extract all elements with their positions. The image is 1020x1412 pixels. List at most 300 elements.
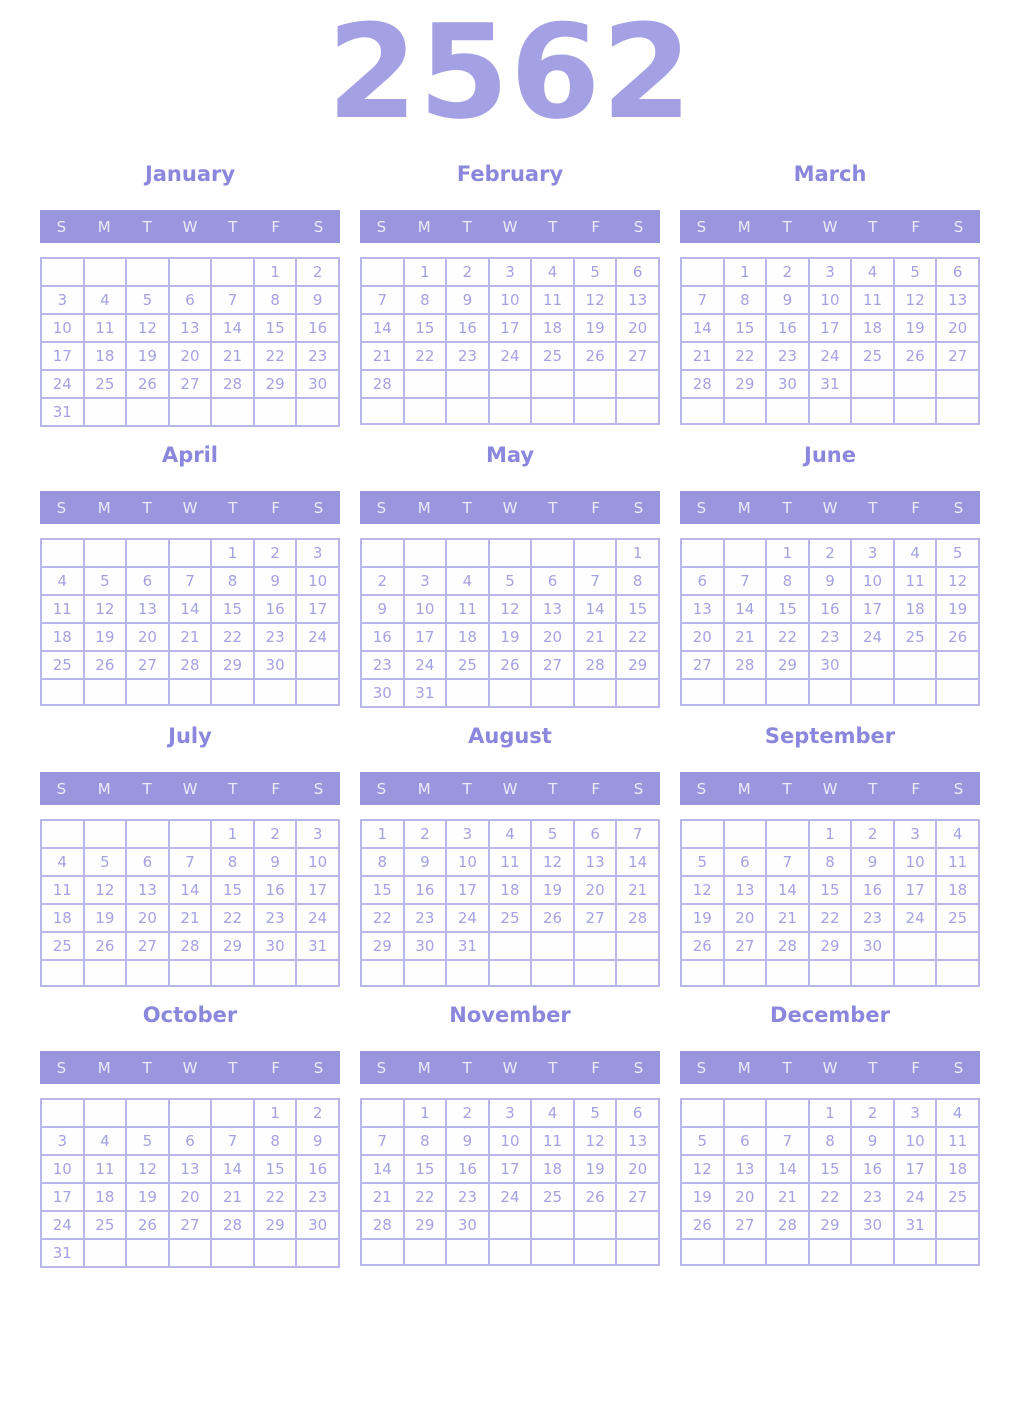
- day-cell: [211, 258, 254, 286]
- week-row: [361, 623, 659, 651]
- day-cell: 30: [809, 651, 852, 679]
- week-row: [361, 258, 659, 286]
- day-cell: 2: [446, 1099, 489, 1127]
- week-row: [681, 932, 979, 960]
- day-cell: [404, 539, 447, 567]
- day-cell: [126, 539, 169, 567]
- day-cell: [851, 1239, 894, 1265]
- month-title: May: [485, 443, 535, 467]
- day-cell: 27: [616, 342, 659, 370]
- day-cell: 8: [809, 1127, 852, 1155]
- day-cell: 23: [404, 904, 447, 932]
- day-cell: 10: [41, 1155, 84, 1183]
- day-cell: [936, 679, 979, 705]
- day-cell: 5: [531, 820, 574, 848]
- weekday-label: F: [911, 498, 921, 517]
- day-cell: 22: [724, 342, 767, 370]
- day-cell: 19: [681, 904, 724, 932]
- day-cell: 2: [361, 567, 404, 595]
- weekday-label: S: [696, 1058, 707, 1077]
- day-cell: 9: [254, 848, 297, 876]
- day-cell: 15: [211, 876, 254, 904]
- day-cell: 23: [446, 1183, 489, 1211]
- day-cell: 2: [296, 1099, 339, 1127]
- month-table: [360, 257, 660, 425]
- day-cell: 12: [574, 286, 617, 314]
- weekday-label: W: [822, 217, 838, 236]
- day-cell: [446, 679, 489, 707]
- week-row: [41, 314, 339, 342]
- day-cell: 15: [724, 314, 767, 342]
- day-cell: 10: [894, 1127, 937, 1155]
- day-cell: 13: [169, 1155, 212, 1183]
- month-table: [680, 538, 980, 706]
- day-cell: [531, 679, 574, 707]
- day-cell: 11: [446, 595, 489, 623]
- day-cell: 29: [211, 932, 254, 960]
- day-cell: 19: [84, 904, 127, 932]
- week-row: [681, 651, 979, 679]
- day-cell: 13: [126, 876, 169, 904]
- day-cell: 7: [724, 567, 767, 595]
- week-row: [41, 342, 339, 370]
- day-cell: 12: [894, 286, 937, 314]
- day-cell: [936, 651, 979, 679]
- weekday-label: M: [737, 779, 751, 798]
- weekday-label: W: [502, 498, 518, 517]
- weekday-label: T: [868, 1058, 878, 1077]
- day-cell: 11: [531, 1127, 574, 1155]
- month-title: September: [764, 724, 896, 748]
- day-cell: [361, 1099, 404, 1127]
- day-cell: 5: [84, 848, 127, 876]
- day-cell: [126, 679, 169, 705]
- day-cell: 24: [41, 370, 84, 398]
- month-block: [360, 726, 660, 987]
- day-cell: 27: [169, 1211, 212, 1239]
- day-cell: 3: [489, 1099, 532, 1127]
- day-cell: [296, 651, 339, 679]
- day-cell: 25: [41, 932, 84, 960]
- day-cell: 2: [296, 258, 339, 286]
- day-cell: [169, 820, 212, 848]
- day-cell: [361, 1239, 404, 1265]
- day-cell: 19: [936, 595, 979, 623]
- weekday-label: T: [868, 217, 878, 236]
- day-cell: 19: [126, 1183, 169, 1211]
- day-cell: [681, 960, 724, 986]
- day-cell: 12: [126, 1155, 169, 1183]
- day-cell: 20: [616, 314, 659, 342]
- day-cell: [531, 1239, 574, 1265]
- day-cell: 8: [361, 848, 404, 876]
- day-cell: 16: [296, 314, 339, 342]
- day-cell: 30: [851, 932, 894, 960]
- day-cell: 14: [211, 314, 254, 342]
- day-cell: [41, 539, 84, 567]
- weekday-label: M: [737, 498, 751, 517]
- day-cell: 22: [809, 1183, 852, 1211]
- day-cell: 8: [254, 286, 297, 314]
- day-cell: 23: [851, 1183, 894, 1211]
- day-cell: 10: [41, 314, 84, 342]
- day-cell: 7: [211, 1127, 254, 1155]
- day-cell: 15: [211, 595, 254, 623]
- weekday-label: M: [417, 779, 431, 798]
- day-cell: [681, 398, 724, 424]
- day-cell: 10: [296, 567, 339, 595]
- day-cell: 29: [254, 370, 297, 398]
- weekday-label: T: [548, 779, 558, 798]
- weekday-label: F: [271, 217, 281, 236]
- weekday-label: S: [56, 779, 67, 798]
- day-cell: 7: [169, 848, 212, 876]
- day-cell: 4: [894, 539, 937, 567]
- day-cell: 8: [211, 848, 254, 876]
- week-row: [681, 960, 979, 986]
- day-cell: 22: [254, 1183, 297, 1211]
- month-block: [40, 164, 340, 427]
- week-row: [361, 960, 659, 986]
- day-cell: 8: [616, 567, 659, 595]
- day-cell: 20: [724, 904, 767, 932]
- day-cell: [446, 1239, 489, 1265]
- day-cell: 18: [936, 876, 979, 904]
- month-block: [40, 445, 340, 708]
- week-row: [681, 1155, 979, 1183]
- day-cell: 19: [574, 1155, 617, 1183]
- week-row: [41, 820, 339, 848]
- day-cell: [169, 1099, 212, 1127]
- week-row: [681, 820, 979, 848]
- weekday-label: M: [97, 217, 111, 236]
- day-cell: 29: [724, 370, 767, 398]
- day-cell: 15: [809, 876, 852, 904]
- week-row: [361, 1183, 659, 1211]
- day-cell: [254, 679, 297, 705]
- day-cell: 5: [489, 567, 532, 595]
- day-cell: 13: [681, 595, 724, 623]
- day-cell: 1: [404, 258, 447, 286]
- day-cell: 31: [809, 370, 852, 398]
- day-cell: 8: [404, 286, 447, 314]
- week-row: [41, 1127, 339, 1155]
- day-cell: 28: [616, 904, 659, 932]
- day-cell: 30: [361, 679, 404, 707]
- day-cell: [361, 398, 404, 424]
- weekday-label: S: [696, 779, 707, 798]
- day-cell: [936, 960, 979, 986]
- day-cell: 17: [851, 595, 894, 623]
- weekday-label: M: [97, 1058, 111, 1077]
- weekday-label: W: [182, 217, 198, 236]
- week-row: [41, 1099, 339, 1127]
- day-cell: 11: [41, 876, 84, 904]
- day-cell: 13: [724, 1155, 767, 1183]
- day-cell: 11: [851, 286, 894, 314]
- week-row: [681, 286, 979, 314]
- day-cell: 16: [296, 1155, 339, 1183]
- day-cell: 5: [681, 848, 724, 876]
- week-row: [681, 342, 979, 370]
- day-cell: [616, 1239, 659, 1265]
- day-cell: [574, 370, 617, 398]
- day-cell: [169, 960, 212, 986]
- day-cell: 14: [766, 876, 809, 904]
- month-table: [360, 819, 660, 987]
- day-cell: 10: [894, 848, 937, 876]
- day-cell: 12: [84, 876, 127, 904]
- day-cell: 26: [84, 651, 127, 679]
- day-cell: 15: [254, 1155, 297, 1183]
- day-cell: 27: [169, 370, 212, 398]
- day-cell: 3: [296, 820, 339, 848]
- week-row: [681, 258, 979, 286]
- weekday-label: F: [271, 498, 281, 517]
- week-row: [681, 370, 979, 398]
- day-cell: 18: [84, 342, 127, 370]
- day-cell: 24: [446, 904, 489, 932]
- day-cell: 12: [936, 567, 979, 595]
- day-cell: [724, 960, 767, 986]
- week-row: [681, 623, 979, 651]
- day-cell: 20: [169, 342, 212, 370]
- day-cell: [489, 1239, 532, 1265]
- week-row: [41, 932, 339, 960]
- day-cell: 6: [531, 567, 574, 595]
- day-cell: 6: [169, 286, 212, 314]
- week-row: [361, 398, 659, 424]
- day-cell: 22: [254, 342, 297, 370]
- day-cell: [681, 1239, 724, 1265]
- day-cell: 11: [531, 286, 574, 314]
- day-cell: 21: [766, 1183, 809, 1211]
- day-cell: 12: [574, 1127, 617, 1155]
- month-table: [40, 819, 340, 987]
- day-cell: 20: [724, 1183, 767, 1211]
- day-cell: 6: [681, 567, 724, 595]
- day-cell: 6: [724, 848, 767, 876]
- week-row: [41, 876, 339, 904]
- day-cell: 31: [404, 679, 447, 707]
- weekday-label: T: [462, 779, 472, 798]
- day-cell: 15: [361, 876, 404, 904]
- day-cell: 10: [851, 567, 894, 595]
- week-row: [41, 286, 339, 314]
- day-cell: 23: [851, 904, 894, 932]
- day-cell: [894, 960, 937, 986]
- day-cell: 4: [531, 258, 574, 286]
- weekday-label: S: [56, 498, 67, 517]
- day-cell: 9: [296, 286, 339, 314]
- day-cell: [531, 539, 574, 567]
- day-cell: 4: [41, 567, 84, 595]
- day-cell: 7: [169, 567, 212, 595]
- day-cell: [169, 1239, 212, 1267]
- weekday-label: M: [737, 1058, 751, 1077]
- day-cell: 11: [936, 1127, 979, 1155]
- day-cell: [126, 398, 169, 426]
- day-cell: [169, 258, 212, 286]
- day-cell: 12: [126, 314, 169, 342]
- day-cell: [126, 1099, 169, 1127]
- day-cell: 4: [531, 1099, 574, 1127]
- day-cell: 3: [489, 258, 532, 286]
- day-cell: [169, 398, 212, 426]
- month-table: [40, 538, 340, 706]
- week-row: [681, 595, 979, 623]
- day-cell: [489, 960, 532, 986]
- weekday-label: T: [868, 498, 878, 517]
- weekday-label: S: [376, 1058, 387, 1077]
- weekday-header-row: [360, 491, 660, 524]
- day-cell: 15: [404, 314, 447, 342]
- day-cell: 24: [296, 904, 339, 932]
- day-cell: 10: [296, 848, 339, 876]
- day-cell: [211, 960, 254, 986]
- day-cell: 12: [681, 1155, 724, 1183]
- day-cell: 21: [681, 342, 724, 370]
- day-cell: 20: [574, 876, 617, 904]
- day-cell: 6: [169, 1127, 212, 1155]
- week-row: [681, 567, 979, 595]
- day-cell: 4: [936, 1099, 979, 1127]
- weekday-label: S: [313, 217, 324, 236]
- month-block: [40, 1005, 340, 1268]
- day-cell: 22: [211, 904, 254, 932]
- day-cell: 25: [936, 904, 979, 932]
- weekday-label: W: [822, 779, 838, 798]
- day-cell: [681, 820, 724, 848]
- day-cell: 7: [766, 1127, 809, 1155]
- day-cell: 1: [211, 539, 254, 567]
- day-cell: 28: [766, 1211, 809, 1239]
- day-cell: [766, 960, 809, 986]
- day-cell: 30: [254, 651, 297, 679]
- day-cell: 7: [681, 286, 724, 314]
- weekday-header-row: [40, 772, 340, 805]
- week-row: [361, 651, 659, 679]
- day-cell: [851, 679, 894, 705]
- weekday-label: S: [56, 1058, 67, 1077]
- day-cell: 26: [936, 623, 979, 651]
- day-cell: 30: [404, 932, 447, 960]
- day-cell: 4: [489, 820, 532, 848]
- day-cell: 19: [531, 876, 574, 904]
- day-cell: 24: [851, 623, 894, 651]
- week-row: [41, 904, 339, 932]
- day-cell: 13: [724, 876, 767, 904]
- day-cell: 3: [894, 820, 937, 848]
- weekday-label: T: [462, 498, 472, 517]
- day-cell: 22: [766, 623, 809, 651]
- day-cell: 25: [894, 623, 937, 651]
- day-cell: [489, 539, 532, 567]
- week-row: [41, 1183, 339, 1211]
- month-title: October: [142, 1003, 238, 1027]
- weekday-label: M: [737, 217, 751, 236]
- day-cell: [126, 820, 169, 848]
- day-cell: 16: [254, 876, 297, 904]
- day-cell: [936, 1239, 979, 1265]
- weekday-label: S: [696, 217, 707, 236]
- month-block: [360, 445, 660, 708]
- day-cell: 18: [84, 1183, 127, 1211]
- day-cell: 25: [446, 651, 489, 679]
- day-cell: 17: [894, 1155, 937, 1183]
- day-cell: 5: [681, 1127, 724, 1155]
- day-cell: 16: [404, 876, 447, 904]
- day-cell: 9: [809, 567, 852, 595]
- day-cell: 26: [894, 342, 937, 370]
- day-cell: [851, 960, 894, 986]
- day-cell: [41, 1099, 84, 1127]
- day-cell: [936, 932, 979, 960]
- day-cell: 15: [809, 1155, 852, 1183]
- day-cell: 6: [126, 848, 169, 876]
- day-cell: 17: [296, 876, 339, 904]
- day-cell: 10: [446, 848, 489, 876]
- day-cell: 7: [574, 567, 617, 595]
- week-row: [681, 1239, 979, 1265]
- week-row: [681, 1183, 979, 1211]
- day-cell: 31: [41, 398, 84, 426]
- weekday-label: T: [228, 498, 238, 517]
- month-table: [360, 1098, 660, 1266]
- weekday-label: S: [633, 498, 644, 517]
- day-cell: [894, 370, 937, 398]
- day-cell: 14: [211, 1155, 254, 1183]
- weekday-label: M: [97, 779, 111, 798]
- day-cell: [84, 960, 127, 986]
- day-cell: 5: [126, 1127, 169, 1155]
- day-cell: 28: [211, 370, 254, 398]
- day-cell: 22: [404, 1183, 447, 1211]
- day-cell: [894, 398, 937, 424]
- day-cell: 9: [851, 1127, 894, 1155]
- day-cell: 26: [84, 932, 127, 960]
- day-cell: 18: [936, 1155, 979, 1183]
- day-cell: 13: [531, 595, 574, 623]
- day-cell: [361, 258, 404, 286]
- day-cell: 19: [126, 342, 169, 370]
- day-cell: 22: [361, 904, 404, 932]
- day-cell: [531, 398, 574, 424]
- day-cell: 25: [936, 1183, 979, 1211]
- weekday-label: F: [591, 1058, 601, 1077]
- month-title: July: [168, 724, 212, 748]
- day-cell: 15: [616, 595, 659, 623]
- day-cell: 29: [211, 651, 254, 679]
- day-cell: 4: [84, 1127, 127, 1155]
- day-cell: 31: [41, 1239, 84, 1267]
- day-cell: [296, 398, 339, 426]
- week-row: [41, 539, 339, 567]
- day-cell: 26: [681, 932, 724, 960]
- day-cell: [404, 1239, 447, 1265]
- day-cell: 27: [574, 904, 617, 932]
- weekday-label: F: [591, 779, 601, 798]
- day-cell: 10: [489, 1127, 532, 1155]
- weekday-label: S: [376, 217, 387, 236]
- day-cell: 20: [169, 1183, 212, 1211]
- day-cell: 9: [404, 848, 447, 876]
- day-cell: 14: [574, 595, 617, 623]
- day-cell: 21: [574, 623, 617, 651]
- day-cell: [724, 679, 767, 705]
- day-cell: 18: [851, 314, 894, 342]
- day-cell: [574, 679, 617, 707]
